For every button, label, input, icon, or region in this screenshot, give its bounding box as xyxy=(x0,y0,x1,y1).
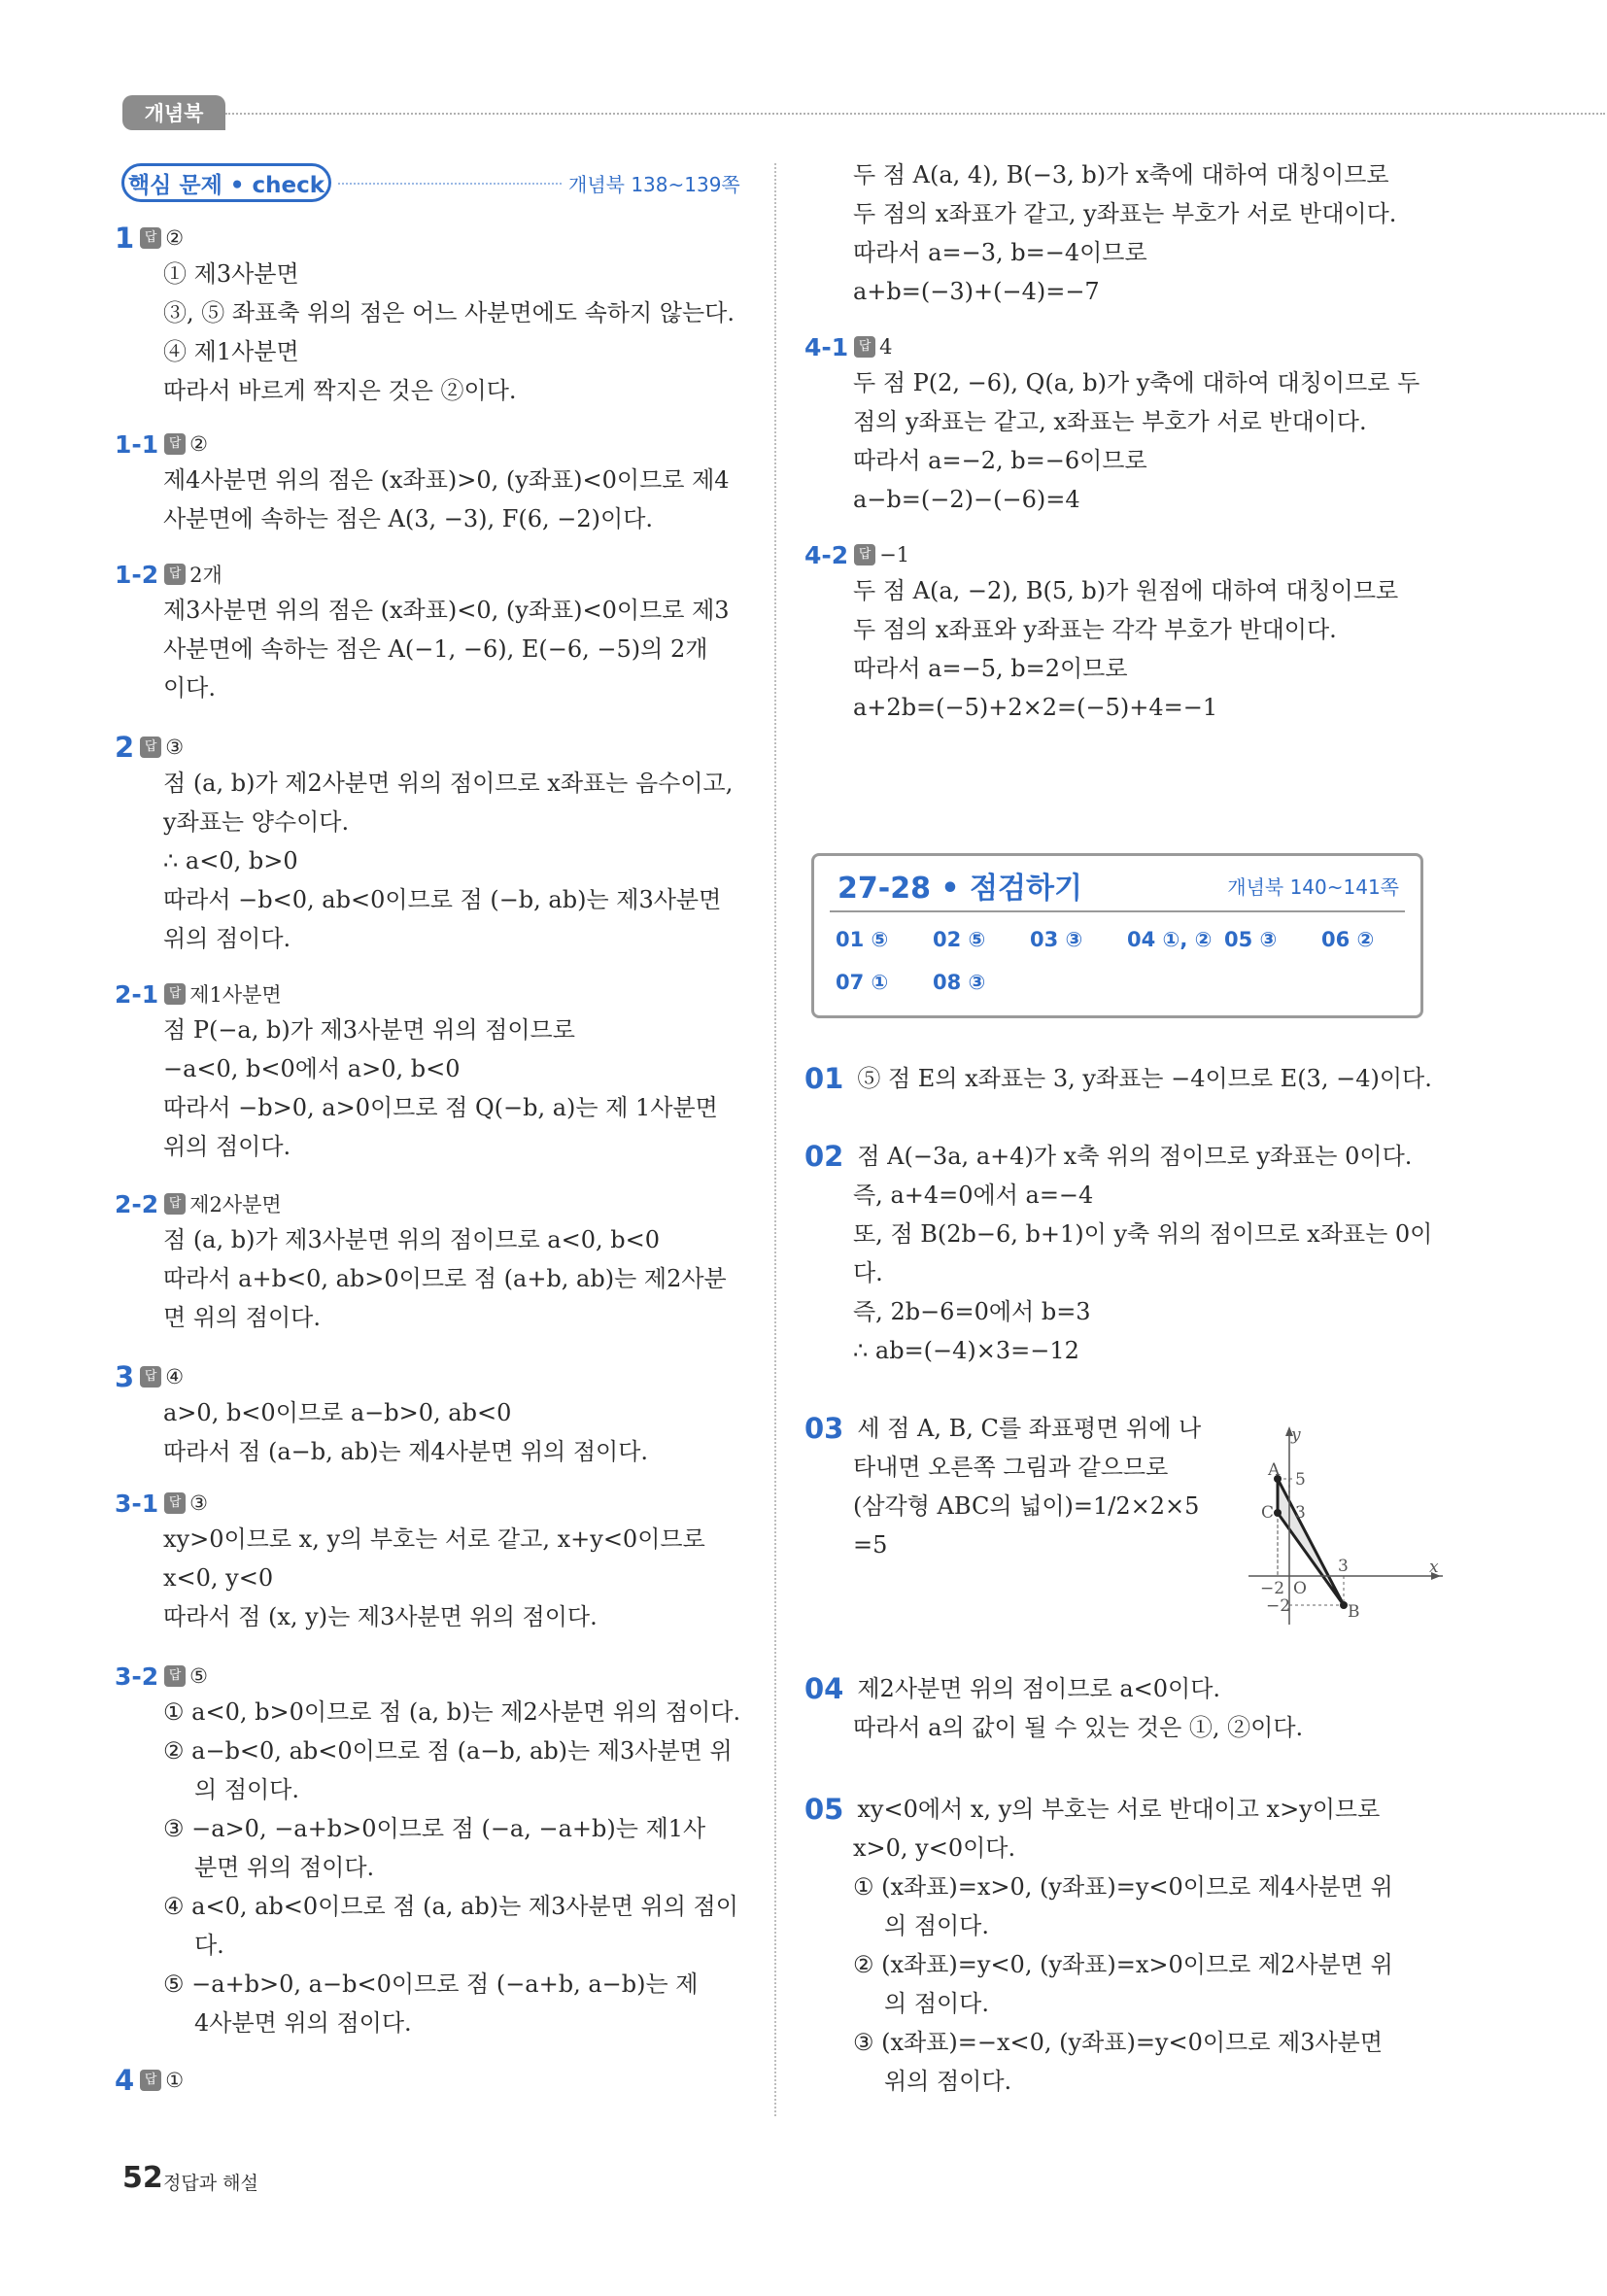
problem-block xyxy=(115,1660,766,2042)
text-line: 위의 점이다. xyxy=(884,2068,1012,2095)
check-answer: 06 ② xyxy=(1321,928,1375,951)
page-number: 52 xyxy=(122,2161,163,2195)
problem-header xyxy=(115,1187,766,1220)
check-answer: 02 ⑤ xyxy=(933,928,986,951)
answer-badge: 답 xyxy=(140,1366,161,1388)
check-divider xyxy=(830,910,1405,912)
text-line: 즉, a+4=0에서 a=−4 xyxy=(853,1182,1094,1209)
problem-number: 4 xyxy=(115,2064,135,2097)
answer-badge: 답 xyxy=(164,433,186,455)
text-line: ① 제3사분면 xyxy=(163,260,299,288)
answer-value: 4 xyxy=(879,335,893,359)
problem-number: 4-2 xyxy=(804,540,849,569)
problem-header xyxy=(804,330,1446,363)
text-line: −a<0, b<0에서 a>0, b<0 xyxy=(163,1055,461,1082)
problem-block xyxy=(804,155,1446,311)
problem-header xyxy=(115,428,766,461)
text-line: 또, 점 B(2b−6, b+1)이 y축 위의 점이므로 x좌표는 0이 xyxy=(853,1220,1433,1248)
text-line: 면 위의 점이다. xyxy=(163,1304,321,1331)
answer-value: 제2사분면 xyxy=(189,1193,282,1217)
text-line: ③ −a>0, −a+b>0이므로 점 (−a, −a+b)는 제1사 xyxy=(163,1815,706,1842)
answer-badge: 답 xyxy=(140,2070,161,2091)
text-line: =5 xyxy=(853,1531,888,1559)
problem-header xyxy=(115,222,766,255)
text-line: ⑤ 점 E의 x좌표는 3, y좌표는 −4이므로 E(3, −4)이다. xyxy=(857,1065,1432,1092)
answer-value: ③ xyxy=(189,1491,208,1515)
text-line: 따라서 바르게 짝지은 것은 ②이다. xyxy=(163,377,517,404)
answer-value: −1 xyxy=(879,543,910,566)
problem-block xyxy=(804,1137,1446,1370)
text-line: xy<0에서 x, y의 부호는 서로 반대이고 x>y이므로 xyxy=(857,1796,1381,1823)
problem-number: 04 xyxy=(804,1672,844,1705)
text-line: ① a<0, b>0이므로 점 (a, b)는 제2사분면 위의 점이다. xyxy=(163,1698,741,1726)
section-title: 핵심 문제 • check xyxy=(121,163,331,202)
coordinate-graph xyxy=(1248,1421,1443,1625)
problem-block xyxy=(804,1059,1446,1098)
problem-number: 3-2 xyxy=(115,1662,159,1691)
text-line: 의 점이다. xyxy=(884,1912,989,1939)
text-line: a−b=(−2)−(−6)=4 xyxy=(853,486,1080,513)
label-b: B xyxy=(1348,1602,1360,1622)
label-y: y xyxy=(1291,1425,1301,1445)
text-line: 두 점의 x좌표와 y좌표는 각각 부호가 반대이다. xyxy=(853,616,1337,643)
text-line: 사분면에 속하는 점은 A(−1, −6), E(−6, −5)의 2개 xyxy=(163,635,708,663)
problem-header xyxy=(115,1660,766,1693)
problem-number: 4-1 xyxy=(804,332,849,361)
problem-block xyxy=(804,1669,1446,1747)
answer-badge: 답 xyxy=(164,1193,186,1215)
text-line: 다. xyxy=(853,1259,883,1286)
text-line: 점 P(−a, b)가 제3사분면 위의 점이므로 xyxy=(163,1016,575,1044)
answer-value: ② xyxy=(165,226,185,250)
tick-3-x: 3 xyxy=(1338,1557,1349,1576)
problem-block xyxy=(115,222,766,410)
problem-block xyxy=(804,330,1446,519)
text-line: y좌표는 양수이다. xyxy=(163,808,350,836)
text-line: 의 점이다. xyxy=(194,1776,299,1803)
text-line: 위의 점이다. xyxy=(163,925,291,952)
text-line: ③, ⑤ 좌표축 위의 점은 어느 사분면에도 속하지 않는다. xyxy=(163,299,735,326)
answer-badge: 답 xyxy=(140,737,161,758)
problem-number: 05 xyxy=(804,1793,844,1826)
answer-value: ② xyxy=(189,432,208,456)
text-line: ① (x좌표)=x>0, (y좌표)=y<0이므로 제4사분면 위 xyxy=(853,1873,1393,1901)
answer-badge: 답 xyxy=(164,564,186,585)
problem-header xyxy=(115,1360,766,1393)
problem-number: 1 xyxy=(115,222,135,255)
problem-block xyxy=(115,731,766,958)
text-line: 따라서 a=−3, b=−4이므로 xyxy=(853,239,1147,266)
problem-header xyxy=(804,1137,1446,1176)
text-line: ③ (x좌표)=−x<0, (y좌표)=y<0이므로 제3사분면 xyxy=(853,2029,1384,2056)
text-line: 세 점 A, B, C를 좌표평면 위에 나 xyxy=(857,1415,1202,1442)
text-line: 점의 y좌표는 같고, x좌표는 부호가 서로 반대이다. xyxy=(853,408,1367,435)
problem-number: 1-2 xyxy=(115,560,159,589)
text-line: a+b=(−3)+(−4)=−7 xyxy=(853,278,1100,305)
text-line: ⑤ −a+b>0, a−b<0이므로 점 (−a+b, a−b)는 제 xyxy=(163,1970,699,1998)
text-line: ④ 제1사분면 xyxy=(163,338,299,365)
problem-number: 03 xyxy=(804,1412,844,1445)
problem-header xyxy=(804,1059,1446,1098)
point-c xyxy=(1274,1509,1282,1517)
text-line: 제3사분면 위의 점은 (x좌표)<0, (y좌표)<0이므로 제3 xyxy=(163,597,730,624)
text-line: 제2사분면 위의 점이므로 a<0이다. xyxy=(857,1675,1221,1702)
text-line: ④ a<0, ab<0이므로 점 (a, ab)는 제3사분면 위의 점이 xyxy=(163,1893,738,1920)
answer-badge: 답 xyxy=(854,544,875,565)
check-answer: 03 ③ xyxy=(1030,928,1083,951)
problem-header xyxy=(115,1487,766,1520)
triangle-abc xyxy=(1278,1479,1344,1605)
text-line: 따라서 점 (x, y)는 제3사분면 위의 점이다. xyxy=(163,1603,598,1630)
problem-number: 3 xyxy=(115,1360,135,1393)
text-line: ∴ ab=(−4)×3=−12 xyxy=(853,1337,1079,1364)
problem-number: 3-1 xyxy=(115,1489,159,1518)
text-line: 타내면 오른쪽 그림과 같으므로 xyxy=(853,1454,1169,1481)
text-line: 따라서 점 (a−b, ab)는 제4사분면 위의 점이다. xyxy=(163,1438,649,1465)
answer-value: ③ xyxy=(165,736,185,759)
problem-block xyxy=(115,558,766,707)
problem-number: 2-1 xyxy=(115,979,159,1009)
tick-5: 5 xyxy=(1295,1470,1306,1490)
label-c: C xyxy=(1261,1503,1275,1523)
answer-value: 제1사분면 xyxy=(189,983,282,1007)
check-title: 27-28 • 점검하기 xyxy=(838,872,1082,906)
check-box xyxy=(811,853,1423,1018)
book-tab: 개념북 xyxy=(122,95,225,130)
answer-badge: 답 xyxy=(854,336,875,358)
text-line: 다. xyxy=(194,1932,224,1959)
text-line: 의 점이다. xyxy=(884,1990,989,2017)
problem-block xyxy=(115,977,766,1166)
check-answer: 05 ③ xyxy=(1224,928,1278,951)
header-divider xyxy=(225,113,1605,115)
text-line: ∴ a<0, b>0 xyxy=(163,847,298,874)
text-line: 위의 점이다. xyxy=(163,1133,291,1160)
column-divider xyxy=(774,163,776,2116)
problem-number: 2 xyxy=(115,731,135,764)
problem-block xyxy=(115,428,766,538)
answer-badge: 답 xyxy=(164,1492,186,1514)
text-line: 따라서 a=−2, b=−6이므로 xyxy=(853,447,1147,474)
problem-block xyxy=(804,1790,1446,2101)
problem-block xyxy=(115,1360,766,1471)
text-line: a+2b=(−5)+2×2=(−5)+4=−1 xyxy=(853,694,1218,721)
text-line: x<0, y<0 xyxy=(163,1564,274,1592)
answer-value: 2개 xyxy=(189,564,222,587)
text-line: 사분면에 속하는 점은 A(3, −3), F(6, −2)이다. xyxy=(163,505,654,532)
text-line: x>0, y<0이다. xyxy=(853,1834,1016,1862)
text-line: 따라서 a의 값이 될 수 있는 것은 ①, ②이다. xyxy=(853,1714,1304,1741)
check-answer: 04 ①, ② xyxy=(1127,928,1213,951)
problem-header xyxy=(804,538,1446,571)
text-line: 점 (a, b)가 제3사분면 위의 점이므로 a<0, b<0 xyxy=(163,1226,660,1253)
text-line: 따라서 a=−5, b=2이므로 xyxy=(853,655,1128,682)
tick-neg2-y: −2 xyxy=(1266,1596,1291,1616)
text-line: 분면 위의 점이다. xyxy=(194,1854,375,1881)
problem-header xyxy=(115,2064,766,2097)
answer-value: ⑤ xyxy=(189,1664,208,1688)
text-line: 두 점 P(2, −6), Q(a, b)가 y축에 대하여 대칭이므로 두 xyxy=(853,369,1420,396)
check-answer: 01 ⑤ xyxy=(836,928,889,951)
section-divider xyxy=(338,183,562,185)
text-line: a>0, b<0이므로 a−b>0, ab<0 xyxy=(163,1399,512,1426)
text-line: 따라서 −b>0, a>0이므로 점 Q(−b, a)는 제 1사분면 xyxy=(163,1094,718,1121)
problem-header xyxy=(115,731,766,764)
label-a: A xyxy=(1268,1460,1281,1480)
problem-number: 02 xyxy=(804,1140,844,1173)
problem-header xyxy=(115,558,766,591)
text-line: xy>0이므로 x, y의 부호는 서로 같고, x+y<0이므로 xyxy=(163,1525,705,1553)
problem-block xyxy=(115,1187,766,1337)
answer-badge: 답 xyxy=(164,1665,186,1687)
problem-header xyxy=(804,1790,1446,1829)
label-x: x xyxy=(1429,1558,1439,1577)
text-line: (삼각형 ABC의 넓이)=1/2×2×5 xyxy=(853,1492,1200,1520)
answer-badge: 답 xyxy=(140,227,161,249)
text-line: 점 (a, b)가 제2사분면 위의 점이므로 x좌표는 음수이고, xyxy=(163,770,734,797)
answer-value: ④ xyxy=(165,1365,185,1388)
text-line: 즉, 2b−6=0에서 b=3 xyxy=(853,1298,1091,1325)
problem-block xyxy=(115,1487,766,1636)
answer-badge: 답 xyxy=(164,983,186,1005)
text-line: 따라서 a+b<0, ab>0이므로 점 (a+b, ab)는 제2사분 xyxy=(163,1265,727,1292)
text-line: 제4사분면 위의 점은 (x좌표)>0, (y좌표)<0이므로 제4 xyxy=(163,466,730,494)
label-origin: O xyxy=(1293,1579,1307,1598)
text-line: 두 점의 x좌표가 같고, y좌표는 부호가 서로 반대이다. xyxy=(853,200,1397,227)
check-answer: 07 ① xyxy=(836,971,889,994)
problem-number: 01 xyxy=(804,1062,844,1095)
problem-block xyxy=(115,2064,766,2097)
text-line: ② (x좌표)=y<0, (y좌표)=x>0이므로 제2사분면 위 xyxy=(853,1951,1393,1978)
section-ref: 개념북 138~139쪽 xyxy=(568,173,740,196)
text-line: 두 점 A(a, 4), B(−3, b)가 x축에 대하여 대칭이므로 xyxy=(853,161,1389,188)
answer-value: ① xyxy=(165,2069,185,2092)
problem-number: 2-2 xyxy=(115,1189,159,1218)
problem-header xyxy=(115,977,766,1011)
point-b xyxy=(1340,1601,1348,1609)
text-line: 두 점 A(a, −2), B(5, b)가 원점에 대하여 대칭이므로 xyxy=(853,577,1399,604)
tick-neg2-x: −2 xyxy=(1260,1579,1285,1598)
problem-header xyxy=(804,1669,1446,1708)
text-line: 점 A(−3a, a+4)가 x축 위의 점이므로 y좌표는 0이다. xyxy=(857,1143,1413,1170)
text-line: 따라서 −b<0, ab<0이므로 점 (−b, ab)는 제3사분면 xyxy=(163,886,722,913)
problem-block xyxy=(804,538,1446,727)
problem-number: 1-1 xyxy=(115,429,159,459)
check-ref: 개념북 140~141쪽 xyxy=(1227,875,1399,899)
footer-text: 정답과 해설 xyxy=(163,2173,258,2194)
check-answer: 08 ③ xyxy=(933,971,986,994)
text-line: 4사분면 위의 점이다. xyxy=(194,2009,412,2037)
text-line: ② a−b<0, ab<0이므로 점 (a−b, ab)는 제3사분면 위 xyxy=(163,1737,733,1765)
tick-3-y: 3 xyxy=(1295,1503,1306,1523)
text-line: 이다. xyxy=(163,674,216,702)
